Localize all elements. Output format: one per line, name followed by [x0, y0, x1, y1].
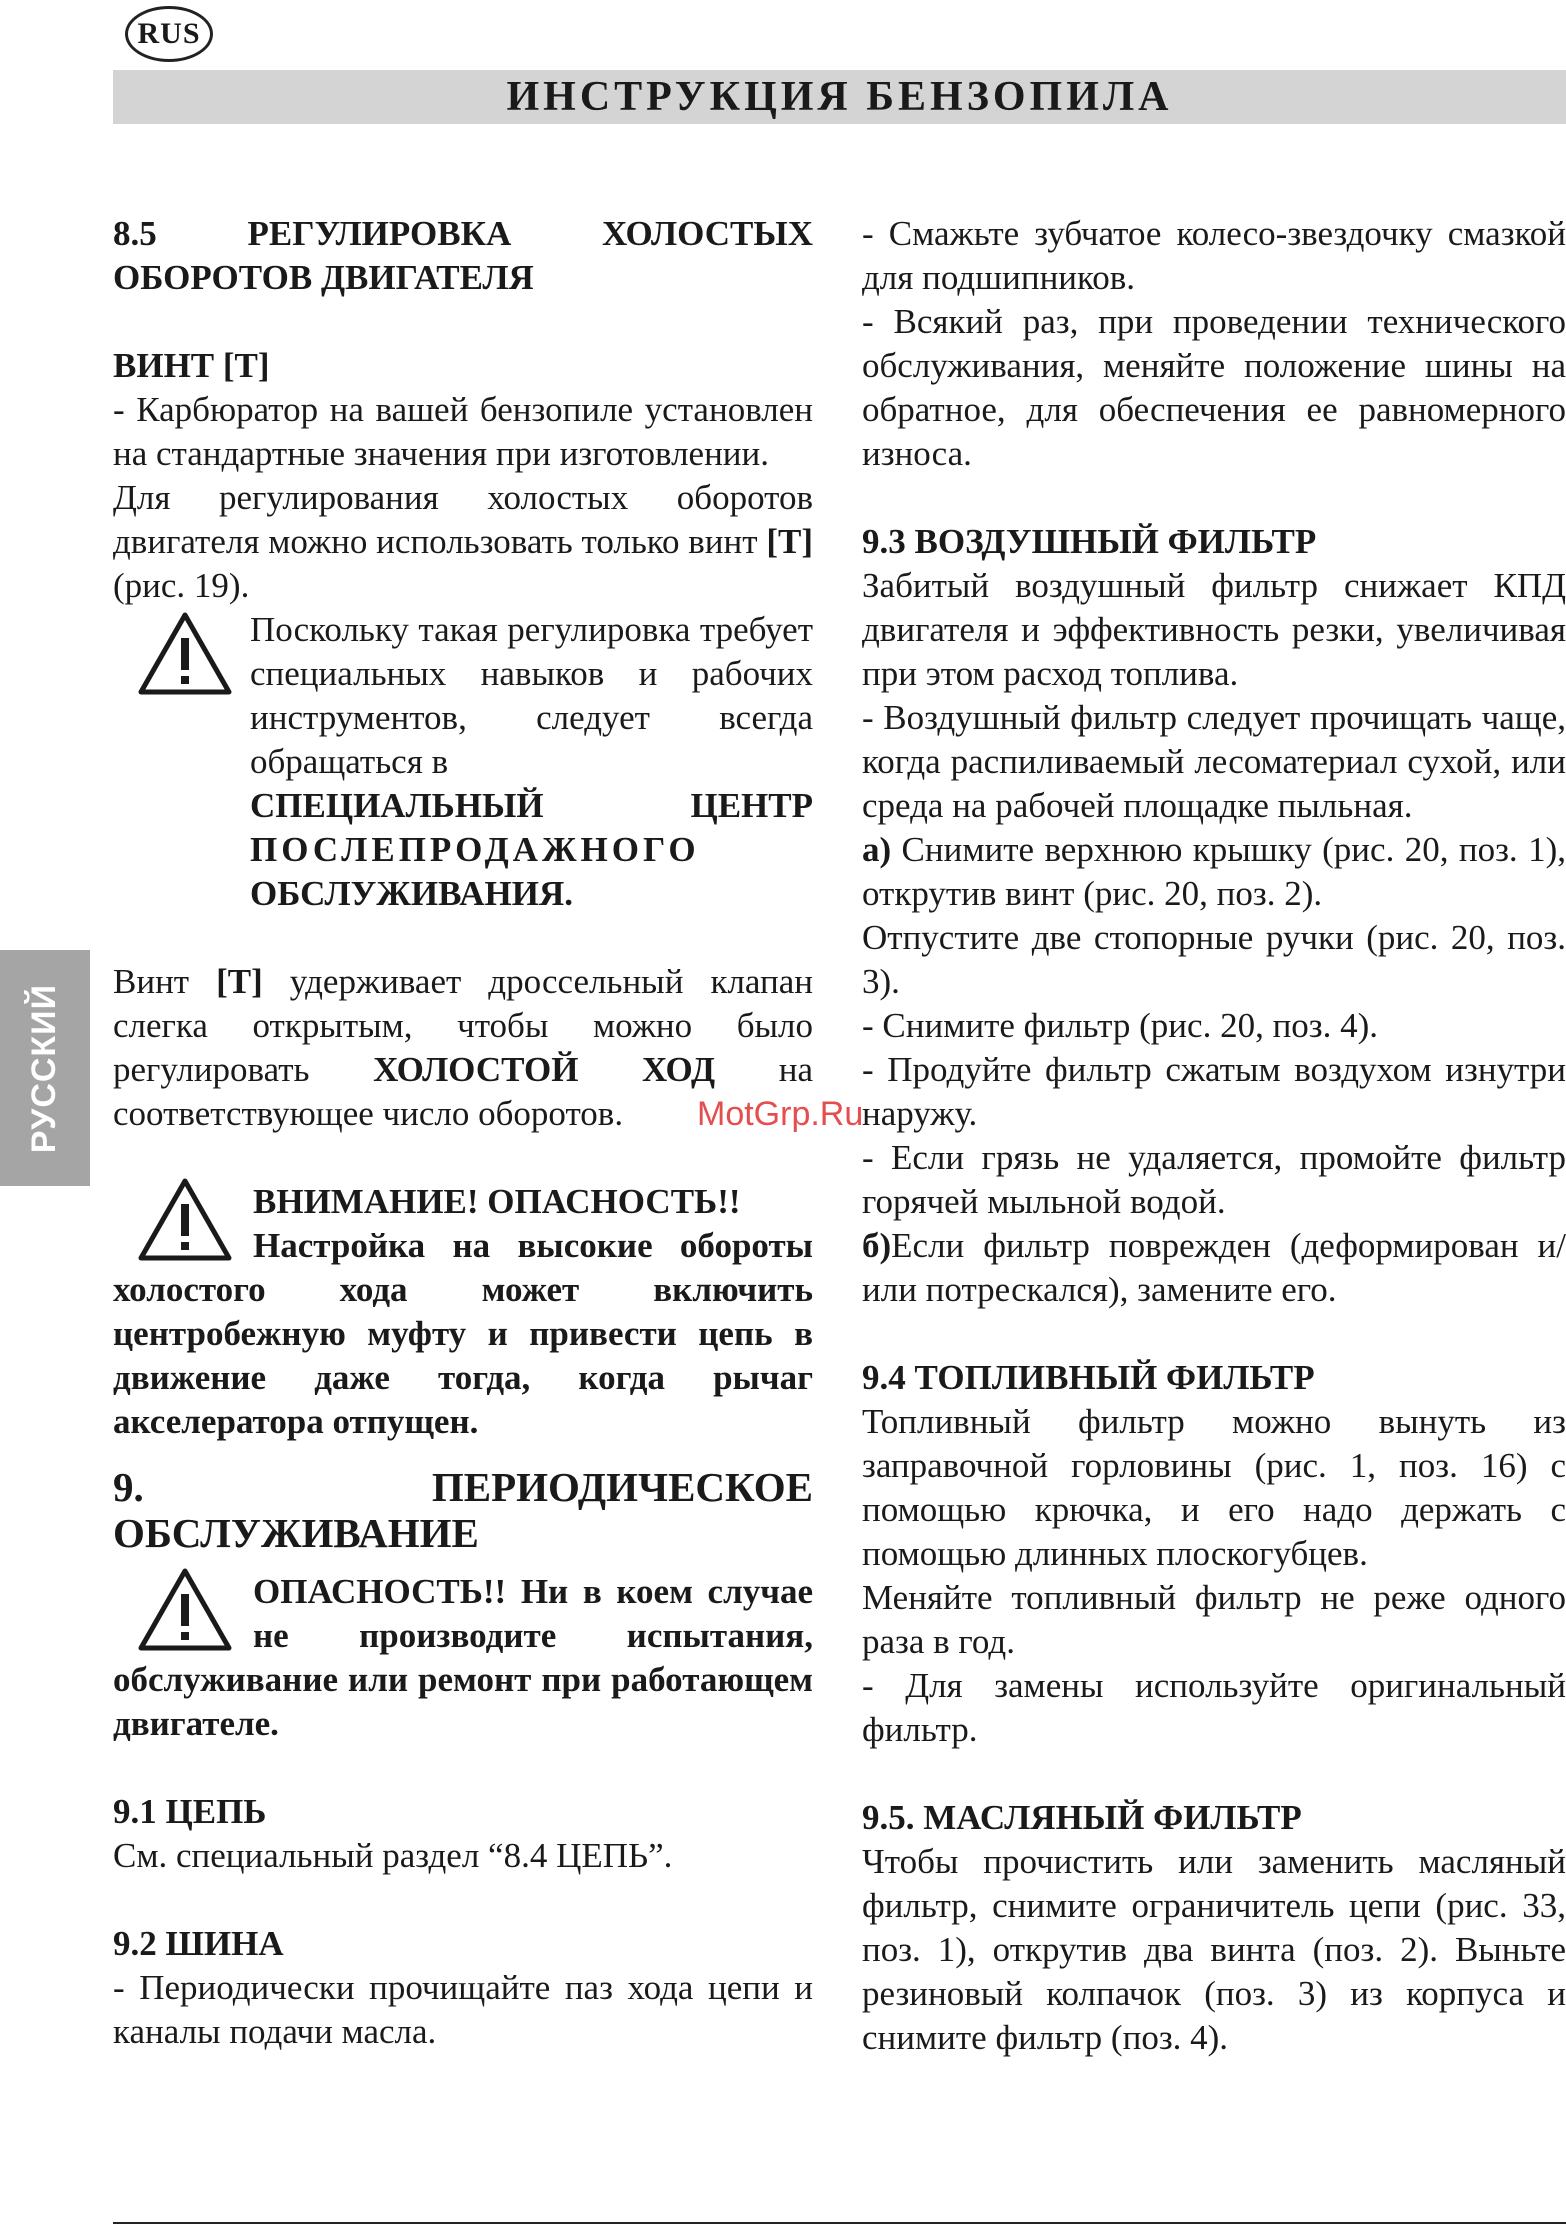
warning-triangle-icon	[137, 1176, 233, 1262]
carburetor-paragraph: - Карбюратор на вашей бензопиле установлен на стандартные значения при изготовлении.	[113, 390, 813, 473]
section-9-heading-line1: 9. ПЕРИОДИЧЕСКОЕ	[113, 1464, 813, 1510]
warning-service-text: Поскольку такая регулировка требует специальных навыков и рабочих инструментов, следует всегда обращаться в	[250, 610, 813, 781]
text-run: Винт	[113, 962, 217, 1001]
warning-high-idle-text: Настройка на высокие обороты холостого хода может включить центробежную муфту и привести цепь в движение даже тогда, когда рычаг акселератора отпущен.	[113, 1226, 813, 1441]
warning-danger-heading: ВНИМАНИЕ! ОПАСНОСТЬ!!	[253, 1182, 741, 1221]
fuel-filter-original: - Для замены используйте оригинальный фильтр.	[862, 1666, 1566, 1749]
air-filter-remove: - Снимите фильтр (рис. 20, поз. 4).	[862, 1006, 1379, 1045]
warning-high-idle	[113, 1180, 813, 1444]
screw-label: [T]	[766, 522, 813, 561]
text-run: (рис. 19).	[113, 566, 250, 605]
section-8-5-heading-line2: ОБОРОТОВ ДВИГАТЕЛЯ	[113, 258, 534, 297]
section-9-4-heading: 9.4 ТОПЛИВНЫЙ ФИЛЬТР	[862, 1358, 1315, 1397]
text-run: на соответствующее число оборотов.	[113, 1050, 814, 1133]
section-9-2-text: - Периодически прочищайте паз хода цепи и каналы подачи масла.	[113, 1968, 813, 2051]
idle-adjust-paragraph	[113, 476, 813, 608]
service-center-line2: ПОСЛЕПРОДАЖНОГО	[250, 830, 700, 869]
language-badge: RUS	[125, 6, 213, 62]
text-run: Для регулирования холостых оборотов двигателя можно использовать только винт	[113, 478, 813, 561]
service-center-line3: ОБСЛУЖИВАНИЯ.	[250, 874, 574, 913]
fuel-filter-paragraph: Топливный фильтр можно вынуть из заправочной горловины (рис. 1, поз. 16) с помощью крючка, и его надо держать с помощью длинных плоскогубцев.	[862, 1402, 1566, 1573]
right-column	[862, 212, 1566, 2060]
section-9-3-heading: 9.3 ВОЗДУШНЫЙ ФИЛЬТР	[862, 522, 1317, 561]
screw-label: [T]	[216, 962, 263, 1001]
air-filter-wash: - Если грязь не удаляется, промойте фильтр горячей мыльной водой.	[862, 1138, 1566, 1221]
section-8-5-heading-line1: 8.5 РЕГУЛИРОВКА ХОЛОСТЫХ	[113, 214, 813, 253]
sprocket-paragraph: - Смажьте зубчатое колесо-звездочку смазкой для подшипников.	[862, 214, 1566, 297]
watermark: MotGrp.Ru	[697, 1095, 864, 1133]
air-filter-step-a	[862, 828, 1566, 916]
step-label: б)	[862, 1226, 892, 1265]
service-center-line1: СПЕЦИАЛЬНЫЙ ЦЕНТР	[250, 786, 813, 825]
text-run: удерживает дроссельный клапан слегка открытым, чтобы можно было регулировать	[113, 962, 813, 1089]
side-tab-label: РУССКИЙ	[25, 983, 64, 1153]
screw-t-heading: ВИНТ [T]	[113, 346, 270, 385]
text-run: Если фильтр поврежден (деформирован и/или потрескался), замените его.	[862, 1226, 1566, 1309]
warning-triangle-icon	[137, 610, 233, 696]
oil-filter-paragraph: Чтобы прочистить или заменить масляный фильтр, снимите ограничитель цепи (рис. 33, поз. 1), открутив два винта (поз. 2). Выньте резиновый колпачок (поз. 3) из корпуса и снимите фильтр (поз. 4).	[862, 1842, 1566, 2057]
section-9-heading-line2: ОБСЛУЖИВАНИЕ	[113, 1510, 479, 1556]
bar-flip-paragraph: - Всякий раз, при проведении технического обслуживания, меняйте положение шины на обратное, для обеспечения ее равномерного износа.	[862, 302, 1566, 473]
air-filter-intro: Забитый воздушный фильтр снижает КПД двигателя и эффективность резки, увеличивая при этом расход топлива.	[862, 566, 1566, 693]
warning-running-engine-text: ОПАСНОСТЬ!! Ни в коем случае не производите испытания, обслуживание или ремонт при работающем двигателе.	[113, 1572, 813, 1743]
step-label: а)	[862, 830, 892, 869]
warning-icon-wrap	[113, 1570, 253, 1658]
warning-icon-wrap	[113, 1180, 253, 1268]
section-9-2-heading: 9.2 ШИНА	[113, 1924, 284, 1963]
air-filter-blow: - Продуйте фильтр сжатым воздухом изнутри наружу.	[862, 1050, 1566, 1133]
warning-running-engine	[113, 1570, 813, 1746]
section-9-1-text: См. специальный раздел “8.4 ЦЕПЬ”.	[113, 1836, 673, 1875]
warning-triangle-icon	[137, 1566, 233, 1652]
language-side-tab	[0, 950, 90, 1186]
page-title: ИНСТРУКЦИЯ БЕНЗОПИЛА	[113, 70, 1566, 124]
warning-service-center	[113, 608, 813, 916]
section-9-1-heading: 9.1 ЦЕПЬ	[113, 1792, 267, 1831]
air-filter-knobs: Отпустите две стопорные ручки (рис. 20, поз. 3).	[862, 918, 1566, 1001]
air-filter-clean-note: - Воздушный фильтр следует прочищать чаще, когда распиливаемый лесоматериал сухой, или среда на рабочей площадке пыльная.	[862, 698, 1566, 825]
section-9-5-heading: 9.5. МАСЛЯНЫЙ ФИЛЬТР	[862, 1798, 1302, 1837]
air-filter-step-b	[862, 1224, 1566, 1312]
text-run: Снимите верхнюю крышку (рис. 20, поз. 1), открутив винт (рис. 20, поз. 2).	[862, 830, 1566, 913]
fuel-filter-replace: Меняйте топливный фильтр не реже одного раза в год.	[862, 1578, 1566, 1661]
idle-label: ХОЛОСТОЙ ХОД	[373, 1050, 716, 1089]
bottom-divider	[113, 2222, 1566, 2224]
